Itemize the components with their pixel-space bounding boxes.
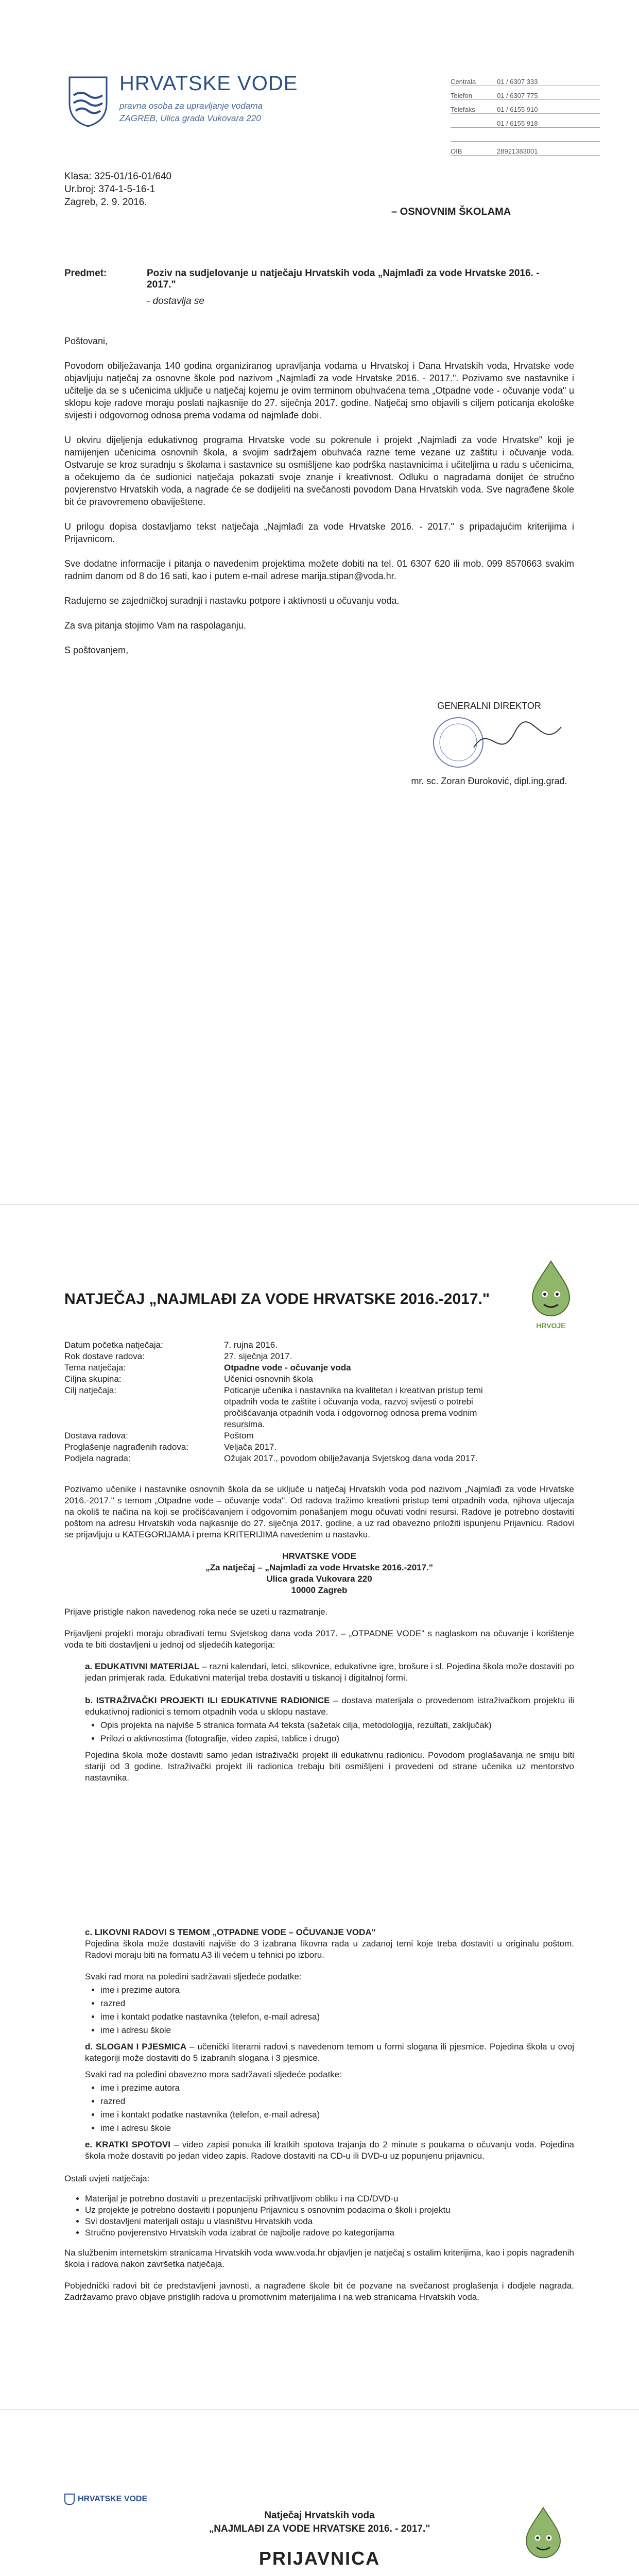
contact-value: 01 / 6307 333 [497, 78, 538, 86]
water-drop-mascot-icon [520, 1257, 582, 1319]
list-item: • ime i kontakt podatke nastavnika (telefon, e-mail adresa) [100, 2109, 574, 2121]
category-requirement: Svaki rad mora na poleđini sadržavati sljedeće podatke: [85, 1972, 302, 1981]
subject-label: Predmet: [64, 268, 107, 279]
list-item: • Stručno povjerenstvo Hrvatskih voda izabrat će najbolje radove po kategorijama [85, 2227, 574, 2239]
category-e [85, 2139, 574, 2162]
detail-key: Cilj natječaja: [64, 1385, 117, 1395]
contact-row [451, 114, 600, 128]
page-letter [0, 0, 639, 1205]
hrvatske-vode-logo-icon [64, 72, 112, 129]
detail-row [64, 1374, 492, 1385]
other-conditions-title: Ostali uvjeti natječaja: [64, 2174, 150, 2183]
form-heading-line: „NAJMLAĐI ZA VODE HRVATSKE 2016. - 2017." [209, 2523, 430, 2534]
category-text: – razni kalendari, letci, slikovnice, edukativne igre, brošure i sl. Pojedina škola može dostaviti po jedan primjerak rada. Edukativni materijal treba dostaviti u tiskanoj i digitalnoj formi. [85, 1662, 574, 1683]
address-city: 10000 Zagreb [291, 1585, 348, 1595]
mascot-name: HRVOJE [536, 1321, 566, 1330]
category-b [85, 1695, 574, 1784]
paragraph: Za sva pitanja stojimo Vam na raspolaganju. [64, 620, 246, 631]
list-item: • Opis projekta na najviše 5 stranica formata A4 teksta (sažetak cilja, metodologija, rezultati, zaključak) [100, 1720, 574, 1731]
small-logo-icon [64, 2494, 75, 2505]
contact-row [451, 100, 600, 114]
contact-value: 01 / 6155 910 [497, 106, 538, 113]
paragraph: U okviru dijeljenja edukativnog programa Hrvatske vode su pokrenule i projekt „Najmlađi za vode Hrvatske" koji je namijenjen učenicima osnovnih škola, a svojim sadržajem obuhvaća razne teme vezane uz zaštitu i očuvanje voda. Ostvaruje se kroz suradnju s školama i sastavnice su osmišljene kao podrška nastavnicima i učiteljima u radu s učenicima, a očekujemo da će sudionici natječaja pokazati svoje znanje i kreativnost. Odluku o nagradama donijet će stručno povjerenstvo Hrvatskih voda, a nagrade će se dodijeliti na svečanosti povodom Dana Hrvatskih voda. Sve nagrađene škole bit će pravovremeno obaviještene. [64, 435, 574, 507]
contact-key: Telefon [451, 92, 472, 99]
category-title: b. ISTRAŽIVAČKI PROJEKTI ILI EDUKATIVNE RADIONICE [85, 1696, 330, 1705]
closing-paragraph: Na službenim internetskim stranicama Hrvatskih voda www.voda.hr objavljen je natječaj s ostalim kriterijima, kao i popis nagrađenih škola i radova nakon završetka natječaja. [64, 2248, 574, 2269]
list-item: • razred [100, 1998, 574, 2009]
detail-key: Rok dostave radova: [64, 1351, 145, 1361]
subject-line [64, 268, 574, 307]
mailing-address [64, 1551, 574, 1596]
other-conditions-list [64, 2193, 574, 2239]
category-text: – dostava materijala o provedenom istraživačkom projektu ili edukativnoj radionici s temom otpadnih voda u sklopu nastave. [85, 1696, 574, 1717]
signature-scribble-icon [396, 711, 582, 773]
competition-body [64, 1484, 574, 1784]
categories-intro: Prijavljeni projekti moraju obrađivati temu Svjetskog dana voda 2017. – „OTPADNE VODE" s naglaskom na očuvanje i korištenje voda te biti dostavljeni u jednoj od sljedećih kategorija: [64, 1629, 574, 1650]
category-note: Pojedina škola može dostaviti samo jedan istraživački projekt ili edukativnu radionicu. Povodom proglašavanja ne smiju biti stariji od 3 godine. Istraživački projekt ili radionica trebaju biti osmišljeni i provedeni od strane učenika uz mentorstvo nastavnika. [85, 1750, 574, 1783]
detail-row [64, 1430, 492, 1442]
contact-value: 01 / 6155 918 [497, 120, 538, 127]
list-item: • Prilozi o aktivnostima (fotografije, video zapisi, tablice i drugo) [100, 1733, 574, 1744]
subject-note: - dostavlja se [147, 296, 204, 307]
org-subtitle-line: pravna osoba za upravljanje vodama [119, 101, 263, 111]
hrvoje-mascot [520, 1257, 582, 1334]
list-item: • razred [100, 2096, 574, 2107]
detail-value: 27. siječnja 2017. [224, 1351, 292, 1361]
list-item: • Uz projekte je potrebno dostaviti i popunjenu Prijavnicu s osnovnim podacima o školi i projektu [85, 2205, 574, 2216]
category-text: – učenički literarni radovi s navedenom temom u formi slogana ili pjesmice. Pojedina škola u ovoj kategoriji može dostaviti do 5 izabranih slogana i 3 pjesmice. [85, 2042, 574, 2063]
detail-row [64, 1340, 492, 1351]
small-logo [64, 2494, 147, 2505]
salutation: Poštovani, [64, 336, 108, 346]
letter-body [64, 335, 574, 669]
intro-paragraph: Pozivamo učenike i nastavnike osnovnih škola da se uključe u natječaj Hrvatskih voda pod nazivom „Najmlađi za vode Hrvatske 2016.-2017." s temom „Otpadne vode – očuvanje voda". Od radova tražimo kreativni pristup temi otpadnih voda, njihova utjecaja na okoliš te načina na koji se pročišćavanjem i odgovornim ponašanjem mogu očuvati vodni resursi. Radove je potrebno dostaviti poštom na adresu Hrvatskih voda najkasnije do 27. siječnja 2017. godine, a uz rad obavezno priložiti ispunjenu Prijavnicu. Radovi se prijavljuju u KATEGORIJAMA i prema KRITERIJIMA navedenim u nastavku. [64, 1484, 574, 1539]
detail-value: Veljača 2017. [224, 1442, 277, 1452]
list-item: • ime i prezime autora [100, 1985, 574, 1996]
detail-row [64, 1362, 492, 1374]
detail-value: Otpadne vode - očuvanje voda [224, 1363, 351, 1372]
urbroj: Ur.broj: 374-1-5-16-1 [64, 184, 156, 195]
category-title: a. EDUKATIVNI MATERIJAL [85, 1662, 200, 1671]
category-title: c. LIKOVNI RADOVI S TEMOM „OTPADNE VODE – OČUVANJE VODA" [85, 1927, 376, 1937]
competition-body-cont [64, 1927, 574, 2313]
form-heading-line: Natječaj Hrvatskih voda [264, 2510, 375, 2521]
contact-key: Telefaks [451, 106, 475, 113]
form-title: PRIJAVNICA [258, 2548, 381, 2569]
category-a [85, 1661, 574, 1684]
competition-title: NATJEČAJ „NAJMLAĐI ZA VODE HRVATSKE 2016.-2017." [64, 1291, 490, 1308]
detail-row [64, 1385, 492, 1430]
contact-row [451, 86, 600, 100]
detail-key: Proglašenje nagrađenih radova: [64, 1442, 189, 1452]
category-c [85, 1927, 574, 2036]
detail-row [64, 1442, 492, 1453]
category-d [85, 2041, 574, 2134]
list-item: • ime i prezime autora [100, 2082, 574, 2094]
detail-value: Ožujak 2017., povodom obilježavanja Svjetskog dana voda 2017. [224, 1453, 478, 1463]
addressee: – OSNOVNIM ŠKOLAMA [391, 206, 511, 217]
contact-row [451, 142, 600, 156]
contact-row [451, 128, 600, 142]
detail-row [64, 1351, 492, 1362]
spacer [0, 1917, 639, 1918]
subject-text: Poziv na sudjelovanje u natječaju Hrvatskih voda „Najmlađi za vode Hrvatske 2016. - 2017." [147, 268, 540, 290]
category-text: Pojedina škola može dostaviti najviše do 3 izabrana likovna rada u zadanoj temi koje treba dostaviti u originalu poštom. Radovi moraju biti na formatu A3 ili većem u tehnici po izboru. [85, 1939, 574, 1960]
category-list [100, 1985, 574, 2036]
org-subtitle [119, 100, 263, 125]
contact-value: 01 / 6307 775 [497, 92, 538, 99]
address-title: HRVATSKE VODE [282, 1551, 356, 1561]
category-title: e. KRATKI SPOTOVI [85, 2140, 170, 2149]
address-street: Ulica grada Vukovara 220 [266, 1574, 372, 1584]
small-logo-text: HRVATSKE VODE [78, 2495, 148, 2504]
signature-role: GENERALNI DIREKTOR [437, 701, 541, 711]
category-title: d. SLOGAN I PJESMICA [85, 2042, 187, 2052]
competition-details [64, 1340, 492, 1464]
page-divider [0, 2409, 639, 2410]
detail-key: Dostava radova: [64, 1431, 128, 1440]
category-text: – video zapisi ponuka ili kratkih spotova trajanja do 2 minute s poukama o očuvanju voda. Pojedina škola može dostaviti po jedan video zapis. Radove dostaviti na CD-u ili DVD-u uz popunjenu prijavnicu. [85, 2140, 574, 2161]
org-address-line: ZAGREB, Ulica grada Vukovara 220 [119, 113, 261, 123]
detail-value: Poticanje učenika i nastavnika na kvalitetan i kreativan pristup temi otpadnih voda te zaštite i očuvanja voda, razvoj svijesti o potrebi pročišćavanja otpadnih voda i odgovornog odnosa prema vodnim resursima. [224, 1385, 483, 1429]
contact-row [451, 72, 600, 86]
detail-value: Učenici osnovnih škola [224, 1374, 313, 1384]
list-item: • Materijal je potrebno dostaviti u prezentacijski prihvatljivom obliku i na CD/DVD-u [85, 2193, 574, 2205]
detail-key: Tema natječaja: [64, 1363, 126, 1372]
list-item: • ime i adresu škole [100, 2123, 574, 2134]
detail-key: Podjela nagrada: [64, 1453, 131, 1463]
detail-row [64, 1453, 492, 1464]
paragraph: Radujemo se zajedničkoj suradnji i nastavku potpore i aktivnosti u očuvanju voda. [64, 596, 400, 606]
contact-key: Centrala [451, 78, 476, 86]
closing-paragraph: Pobjednički radovi bit će predstavljeni javnosti, a nagrađene škole bit će pozvane na svečanost proglašenja i dodjele nagrada. Zadržavamo pravo objave pristiglih radova u promotivnim materijalima i na web stranicama Hrvatskih voda. [64, 2281, 574, 2302]
signature-name: mr. sc. Zoran Đuroković, dipl.ing.građ. [411, 776, 567, 786]
late-notice: Prijave pristigle nakon navedenog roka neće se uzeti u razmatranje. [64, 1607, 328, 1617]
list-item: • Svi dostavljeni materijali ostaju u vlasništvu Hrvatskih voda [85, 2216, 574, 2227]
category-list [100, 2082, 574, 2134]
klasa: Klasa: 325-01/16-01/640 [64, 171, 172, 182]
address-line: „Za natječaj – „Najmlađi za vode Hrvatske 2016.-2017." [205, 1563, 433, 1572]
contact-block [451, 72, 600, 156]
closing: S poštovanjem, [64, 645, 129, 655]
detail-key: Ciljna skupina: [64, 1374, 122, 1384]
detail-value: Poštom [224, 1431, 254, 1440]
list-item: • ime i adresu škole [100, 2025, 574, 2036]
detail-key: Datum početka natječaja: [64, 1340, 163, 1350]
reference-block [64, 170, 171, 209]
org-name: HRVATSKE VODE [119, 72, 298, 95]
category-list [100, 1720, 574, 1744]
page-divider [0, 1204, 639, 1205]
signature-block [396, 701, 582, 787]
paragraph: U prilogu dopisa dostavljamo tekst natječaja „Najmlađi za vode Hrvatske 2016. - 2017." s pripadajućim kriterijima i Prijavnicom. [64, 521, 574, 544]
paragraph: Sve dodatne informacije i pitanja o navedenim projektima možete dobiti na tel. 01 6307 620 ili mob. 099 8570663 svakim radnim danom od 8 do 16 sati, kao i putem e-mail adrese marija.stipan@voda.hr. [64, 558, 574, 581]
category-requirement: Svaki rad na poleđini obavezno mora sadržavati sljedeće podatke: [85, 2070, 342, 2079]
detail-value: 7. rujna 2016. [224, 1340, 278, 1350]
list-item: • ime i kontakt podatke nastavnika (telefon, e-mail adresa) [100, 2011, 574, 2023]
date: Zagreb, 2. 9. 2016. [64, 197, 147, 208]
contact-key: OIB [451, 147, 462, 155]
paragraph: Povodom obilježavanja 140 godina organiziranog upravljanja vodama u Hrvatskoj i Dana Hrvatskih voda, Hrvatske vode objavljuju natječaj za osnovne škole pod nazivom „Najmlađi za vode Hrvatske 2016. - 2017.". Pozivamo sve nastavnike i učitelje da se s učenicima uključe u natječaj kojemu je ovim terminom obuhvaćena tema „Otpadne vode - očuvanje voda" u sklopu koje radove moraju poslati najkasnije do 27. siječnja 2017. godine. Natječaj smo objavili s ciljem poticanja ekološke svijesti i odgovornog odnosa prema vodama od najmlađe dobi. [64, 361, 574, 420]
contact-value: 28921383001 [497, 147, 538, 155]
